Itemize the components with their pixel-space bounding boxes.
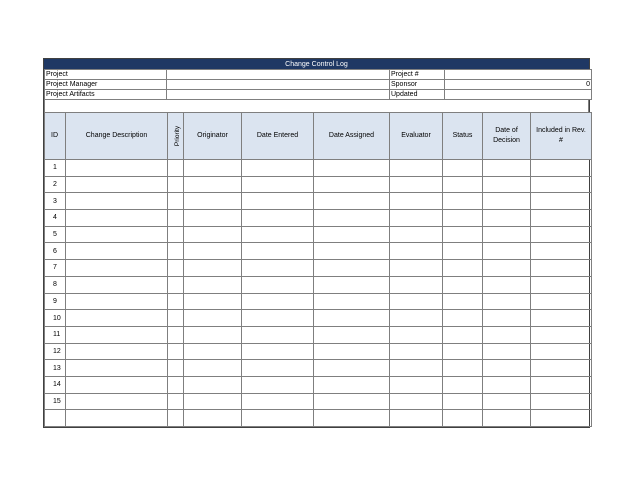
table-cell[interactable] bbox=[314, 360, 390, 377]
table-cell[interactable] bbox=[443, 193, 483, 210]
table-cell[interactable] bbox=[314, 326, 390, 343]
table-cell[interactable] bbox=[314, 160, 390, 177]
row-id: 15 bbox=[45, 393, 66, 410]
table-cell[interactable] bbox=[168, 193, 184, 210]
table-cell[interactable] bbox=[242, 410, 314, 427]
table-cell[interactable] bbox=[390, 160, 443, 177]
table-cell[interactable] bbox=[531, 276, 592, 293]
table-cell[interactable] bbox=[184, 360, 242, 377]
info-left-value-cell[interactable] bbox=[167, 90, 390, 100]
col-id-header: ID bbox=[45, 113, 66, 160]
table-cell[interactable] bbox=[483, 276, 531, 293]
table-cell[interactable] bbox=[314, 193, 390, 210]
info-right-label: Project # bbox=[390, 70, 445, 80]
table-cell[interactable] bbox=[443, 243, 483, 260]
table-cell[interactable] bbox=[66, 210, 168, 227]
info-left-label: Project Artifacts bbox=[45, 90, 167, 100]
table-cell[interactable] bbox=[483, 376, 531, 393]
date-decision-line2: Decision bbox=[493, 137, 520, 144]
table-cell[interactable] bbox=[531, 326, 592, 343]
table-cell[interactable] bbox=[184, 176, 242, 193]
table-cell[interactable] bbox=[242, 360, 314, 377]
table-cell[interactable] bbox=[242, 326, 314, 343]
table-cell[interactable] bbox=[66, 243, 168, 260]
table-cell[interactable] bbox=[184, 343, 242, 360]
table-cell[interactable] bbox=[483, 243, 531, 260]
table-cell[interactable] bbox=[483, 310, 531, 327]
table-row bbox=[45, 226, 592, 243]
table-cell[interactable] bbox=[66, 226, 168, 243]
table-cell[interactable] bbox=[483, 260, 531, 277]
col-date-decision-header bbox=[483, 113, 531, 160]
row-id: 5 bbox=[45, 226, 66, 243]
table-cell[interactable] bbox=[314, 293, 390, 310]
table-cell[interactable] bbox=[390, 276, 443, 293]
table-cell[interactable] bbox=[443, 293, 483, 310]
table-cell[interactable] bbox=[443, 376, 483, 393]
row-id: 6 bbox=[45, 243, 66, 260]
info-right-value-cell[interactable]: 0 bbox=[445, 80, 592, 90]
table-cell[interactable] bbox=[242, 176, 314, 193]
table-cell[interactable] bbox=[390, 410, 443, 427]
row-id: 1 bbox=[45, 160, 66, 177]
table-cell[interactable] bbox=[483, 193, 531, 210]
table-cell[interactable] bbox=[483, 360, 531, 377]
included-line1: Included in Rev. bbox=[536, 127, 586, 134]
table-cell[interactable] bbox=[184, 326, 242, 343]
row-id: 14 bbox=[45, 376, 66, 393]
table-cell[interactable] bbox=[168, 276, 184, 293]
table-cell[interactable] bbox=[390, 243, 443, 260]
table-cell[interactable] bbox=[483, 210, 531, 227]
table-cell[interactable] bbox=[443, 393, 483, 410]
table-cell[interactable] bbox=[168, 176, 184, 193]
info-right-label: Sponsor bbox=[390, 80, 445, 90]
table-cell[interactable] bbox=[314, 376, 390, 393]
table-cell[interactable] bbox=[483, 293, 531, 310]
table-cell[interactable] bbox=[66, 276, 168, 293]
table-cell[interactable] bbox=[168, 360, 184, 377]
table-row bbox=[45, 343, 592, 360]
row-id: 2 bbox=[45, 176, 66, 193]
row-id: 12 bbox=[45, 343, 66, 360]
table-cell[interactable] bbox=[66, 410, 168, 427]
table-cell[interactable] bbox=[184, 160, 242, 177]
table-cell[interactable] bbox=[390, 343, 443, 360]
col-date-assigned-header: Date Assigned bbox=[314, 113, 390, 160]
table-cell[interactable] bbox=[390, 360, 443, 377]
table-cell[interactable] bbox=[184, 210, 242, 227]
table-cell[interactable] bbox=[242, 293, 314, 310]
table-cell[interactable] bbox=[314, 226, 390, 243]
table-cell[interactable] bbox=[66, 310, 168, 327]
sheet-title: Change Control Log bbox=[44, 59, 589, 69]
row-id: 8 bbox=[45, 276, 66, 293]
table-row bbox=[45, 276, 592, 293]
table-cell[interactable] bbox=[184, 393, 242, 410]
table-cell[interactable] bbox=[443, 226, 483, 243]
table-cell[interactable] bbox=[531, 176, 592, 193]
table-cell[interactable] bbox=[483, 393, 531, 410]
table-cell[interactable] bbox=[531, 393, 592, 410]
row-id: 11 bbox=[45, 326, 66, 343]
table-cell[interactable] bbox=[66, 393, 168, 410]
table-cell[interactable] bbox=[390, 310, 443, 327]
info-left-value-cell[interactable] bbox=[167, 70, 390, 80]
row-id: 3 bbox=[45, 193, 66, 210]
table-cell[interactable] bbox=[184, 310, 242, 327]
table-cell[interactable] bbox=[242, 160, 314, 177]
table-cell[interactable] bbox=[483, 176, 531, 193]
table-cell[interactable] bbox=[168, 293, 184, 310]
row-id: 10 bbox=[45, 310, 66, 327]
table-cell[interactable] bbox=[314, 343, 390, 360]
table-cell[interactable] bbox=[314, 393, 390, 410]
table-cell[interactable] bbox=[314, 310, 390, 327]
table-cell[interactable] bbox=[66, 360, 168, 377]
table-cell[interactable] bbox=[184, 293, 242, 310]
table-cell[interactable] bbox=[531, 226, 592, 243]
table-cell[interactable] bbox=[531, 210, 592, 227]
table-cell[interactable] bbox=[390, 193, 443, 210]
table-cell[interactable] bbox=[66, 176, 168, 193]
info-row bbox=[45, 80, 592, 90]
table-cell[interactable] bbox=[390, 326, 443, 343]
col-description-header: Change Description bbox=[66, 113, 168, 160]
table-cell[interactable] bbox=[314, 243, 390, 260]
table-cell[interactable] bbox=[242, 376, 314, 393]
table-cell[interactable] bbox=[242, 193, 314, 210]
table-cell[interactable] bbox=[314, 276, 390, 293]
project-info-table bbox=[44, 69, 592, 100]
table-cell[interactable] bbox=[168, 310, 184, 327]
table-cell[interactable] bbox=[483, 326, 531, 343]
table-cell[interactable] bbox=[184, 376, 242, 393]
table-cell[interactable] bbox=[66, 260, 168, 277]
table-cell[interactable] bbox=[483, 410, 531, 427]
spacer-row bbox=[44, 100, 589, 112]
table-cell[interactable] bbox=[443, 410, 483, 427]
table-cell[interactable] bbox=[390, 260, 443, 277]
change-log-table bbox=[44, 112, 592, 427]
table-row bbox=[45, 326, 592, 343]
table-cell[interactable] bbox=[443, 160, 483, 177]
col-status-header: Status bbox=[443, 113, 483, 160]
table-cell[interactable] bbox=[314, 260, 390, 277]
info-row bbox=[45, 70, 592, 80]
table-cell[interactable] bbox=[443, 210, 483, 227]
row-id: 9 bbox=[45, 293, 66, 310]
table-cell[interactable] bbox=[66, 193, 168, 210]
header-row bbox=[45, 113, 592, 160]
table-cell[interactable] bbox=[443, 326, 483, 343]
table-cell[interactable] bbox=[184, 243, 242, 260]
table-cell[interactable] bbox=[531, 260, 592, 277]
table-row bbox=[45, 410, 592, 427]
col-date-entered-header: Date Entered bbox=[242, 113, 314, 160]
table-cell[interactable] bbox=[168, 393, 184, 410]
sheet-frame bbox=[43, 58, 590, 428]
table-cell[interactable] bbox=[66, 376, 168, 393]
table-cell[interactable] bbox=[390, 176, 443, 193]
table-cell[interactable] bbox=[168, 160, 184, 177]
table-row bbox=[45, 193, 592, 210]
info-left-value-cell[interactable] bbox=[167, 80, 390, 90]
table-row bbox=[45, 293, 592, 310]
table-cell[interactable] bbox=[66, 160, 168, 177]
table-row bbox=[45, 176, 592, 193]
table-cell[interactable] bbox=[184, 226, 242, 243]
table-cell[interactable] bbox=[242, 226, 314, 243]
table-cell[interactable] bbox=[242, 210, 314, 227]
table-cell[interactable] bbox=[242, 393, 314, 410]
date-decision-line1: Date of bbox=[495, 127, 518, 134]
table-cell[interactable] bbox=[390, 293, 443, 310]
info-row bbox=[45, 90, 592, 100]
table-cell[interactable] bbox=[483, 226, 531, 243]
table-cell[interactable] bbox=[531, 410, 592, 427]
table-cell[interactable] bbox=[531, 243, 592, 260]
info-right-value-cell[interactable] bbox=[445, 90, 592, 100]
table-row bbox=[45, 393, 592, 410]
info-right-label: Updated bbox=[390, 90, 445, 100]
table-cell[interactable] bbox=[184, 276, 242, 293]
table-cell[interactable] bbox=[483, 160, 531, 177]
table-cell[interactable] bbox=[531, 343, 592, 360]
table-cell[interactable] bbox=[184, 193, 242, 210]
table-cell[interactable] bbox=[531, 193, 592, 210]
table-cell[interactable] bbox=[531, 160, 592, 177]
table-cell[interactable] bbox=[443, 360, 483, 377]
row-id: 13 bbox=[45, 360, 66, 377]
included-line2: # bbox=[559, 137, 563, 144]
table-cell[interactable] bbox=[66, 343, 168, 360]
table-cell[interactable] bbox=[66, 293, 168, 310]
table-cell[interactable] bbox=[443, 260, 483, 277]
table-cell[interactable] bbox=[314, 176, 390, 193]
table-row bbox=[45, 310, 592, 327]
table-cell[interactable] bbox=[531, 293, 592, 310]
table-cell[interactable] bbox=[390, 210, 443, 227]
table-cell[interactable] bbox=[531, 310, 592, 327]
info-left-label: Project bbox=[45, 70, 167, 80]
priority-label: Priority bbox=[174, 125, 182, 147]
table-cell[interactable] bbox=[184, 410, 242, 427]
row-id bbox=[45, 410, 66, 427]
row-id: 7 bbox=[45, 260, 66, 277]
col-originator-header: Originator bbox=[184, 113, 242, 160]
table-cell[interactable] bbox=[531, 360, 592, 377]
table-cell[interactable] bbox=[168, 343, 184, 360]
table-cell[interactable] bbox=[242, 343, 314, 360]
table-cell[interactable] bbox=[390, 376, 443, 393]
table-cell[interactable] bbox=[314, 210, 390, 227]
row-id: 4 bbox=[45, 210, 66, 227]
col-included-header bbox=[531, 113, 592, 160]
table-row bbox=[45, 360, 592, 377]
table-cell[interactable] bbox=[168, 260, 184, 277]
table-cell[interactable] bbox=[66, 326, 168, 343]
table-cell[interactable] bbox=[242, 260, 314, 277]
table-row bbox=[45, 160, 592, 177]
table-cell[interactable] bbox=[168, 326, 184, 343]
table-cell[interactable] bbox=[168, 210, 184, 227]
table-cell[interactable] bbox=[168, 243, 184, 260]
table-row bbox=[45, 260, 592, 277]
info-right-value-cell[interactable] bbox=[445, 70, 592, 80]
change-control-sheet bbox=[43, 58, 590, 428]
info-left-label: Project Manager bbox=[45, 80, 167, 90]
table-cell[interactable] bbox=[443, 343, 483, 360]
col-evaluator-header: Evaluator bbox=[390, 113, 443, 160]
table-cell[interactable] bbox=[168, 376, 184, 393]
table-cell[interactable] bbox=[390, 226, 443, 243]
table-row bbox=[45, 210, 592, 227]
table-cell[interactable] bbox=[390, 393, 443, 410]
table-cell[interactable] bbox=[242, 276, 314, 293]
table-row bbox=[45, 376, 592, 393]
col-priority-header bbox=[168, 113, 184, 160]
table-cell[interactable] bbox=[168, 226, 184, 243]
table-cell[interactable] bbox=[184, 260, 242, 277]
table-row bbox=[45, 243, 592, 260]
table-cell[interactable] bbox=[443, 176, 483, 193]
table-cell[interactable] bbox=[443, 310, 483, 327]
table-cell[interactable] bbox=[443, 276, 483, 293]
table-cell[interactable] bbox=[242, 243, 314, 260]
table-cell[interactable] bbox=[242, 310, 314, 327]
table-cell[interactable] bbox=[483, 343, 531, 360]
table-cell[interactable] bbox=[168, 410, 184, 427]
table-cell[interactable] bbox=[314, 410, 390, 427]
table-cell[interactable] bbox=[531, 376, 592, 393]
